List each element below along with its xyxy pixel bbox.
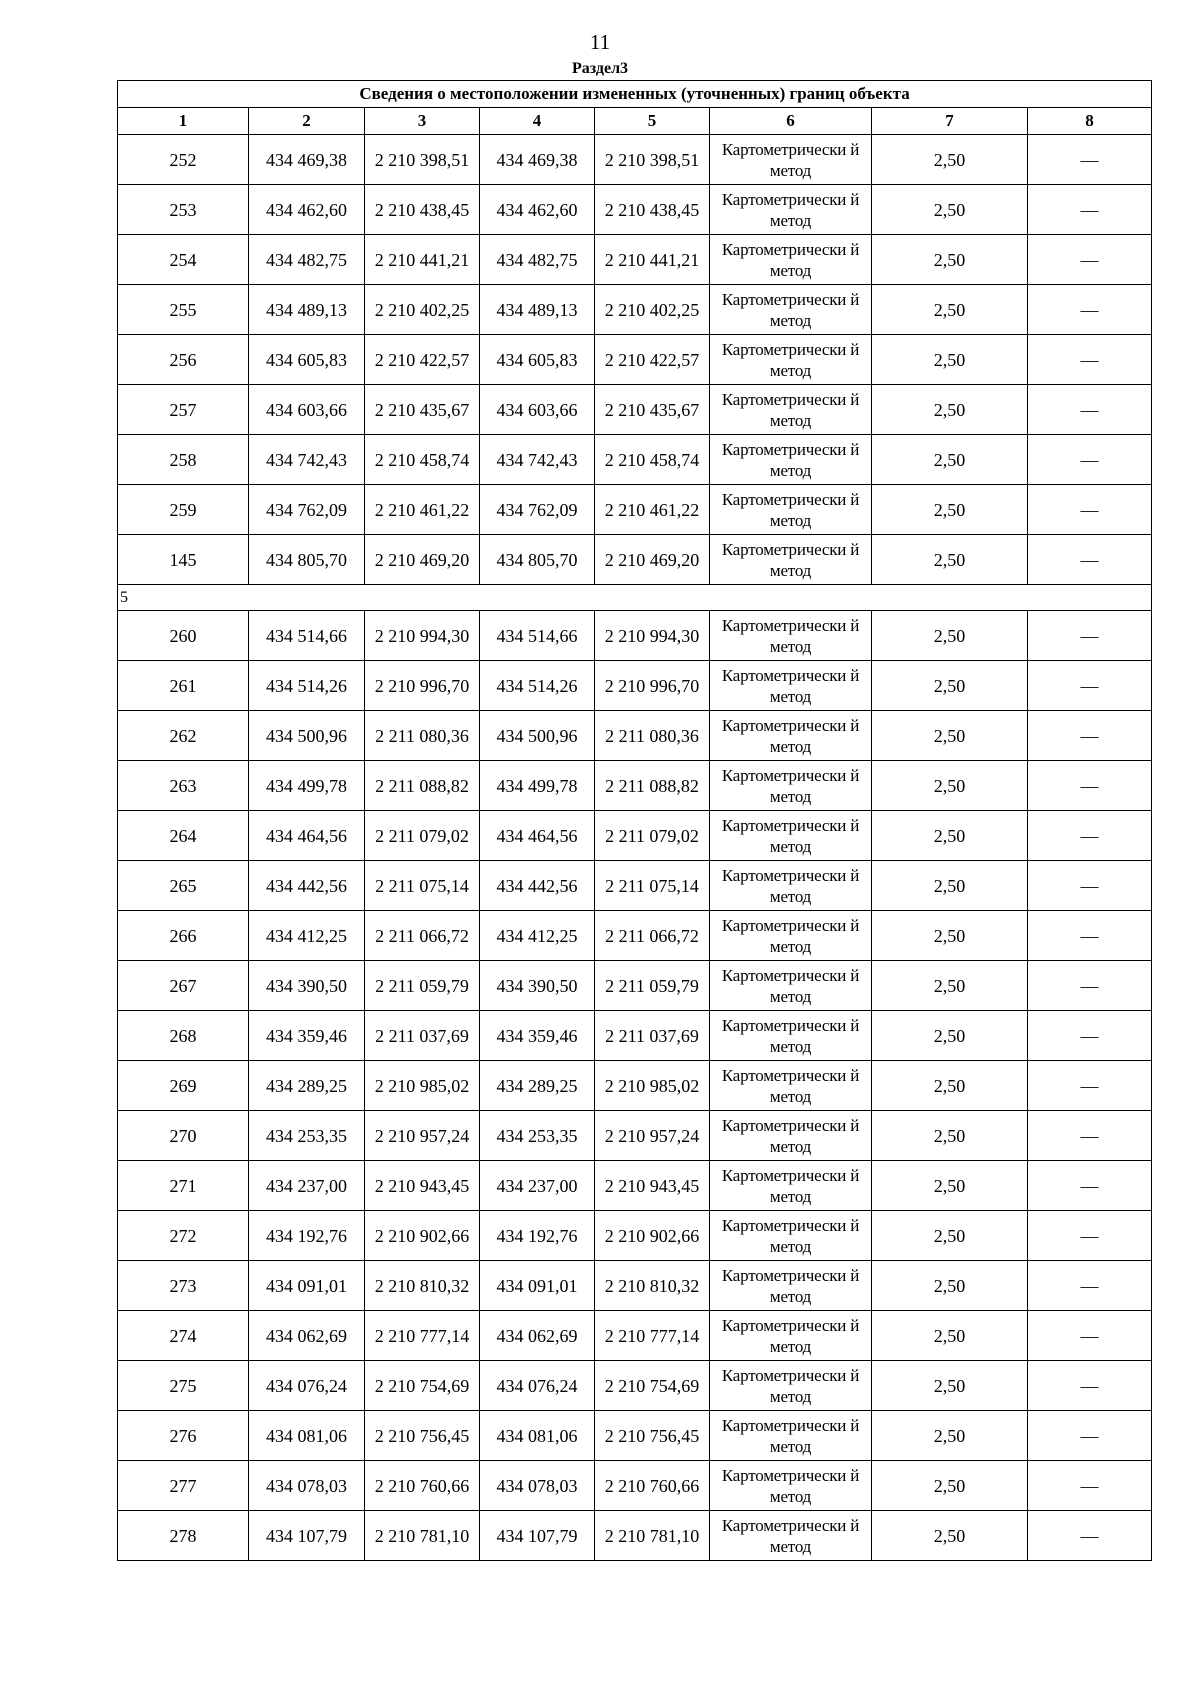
- new-y-cell: 2 210 754,69: [595, 1361, 710, 1411]
- method-cell: Картометрически й метод: [710, 185, 872, 235]
- new-y-cell: 2 210 943,45: [595, 1161, 710, 1211]
- column-number-cell: 3: [365, 108, 480, 135]
- method-cell: Картометрически й метод: [710, 1361, 872, 1411]
- existing-x-cell: 434 469,38: [249, 135, 365, 185]
- new-x-cell: 434 464,56: [480, 811, 595, 861]
- precision-cell: 2,50: [872, 1461, 1028, 1511]
- method-cell: Картометрически й метод: [710, 661, 872, 711]
- method-cell: Картометрически й метод: [710, 611, 872, 661]
- method-cell: Картометрически й метод: [710, 535, 872, 585]
- new-x-cell: 434 253,35: [480, 1111, 595, 1161]
- column-number-cell: 4: [480, 108, 595, 135]
- new-y-cell: 2 210 435,67: [595, 385, 710, 435]
- description-cell: —: [1028, 1361, 1152, 1411]
- table-row: [118, 135, 1152, 185]
- description-cell: —: [1028, 661, 1152, 711]
- existing-x-cell: 434 462,60: [249, 185, 365, 235]
- existing-y-cell: 2 211 088,82: [365, 761, 480, 811]
- precision-cell: 2,50: [872, 911, 1028, 961]
- point-number-cell: 270: [118, 1111, 249, 1161]
- point-number-cell: 267: [118, 961, 249, 1011]
- point-number-cell: 255: [118, 285, 249, 335]
- description-cell: —: [1028, 385, 1152, 435]
- new-y-cell: 2 210 781,10: [595, 1511, 710, 1561]
- method-cell: Картометрически й метод: [710, 911, 872, 961]
- new-x-cell: 434 081,06: [480, 1411, 595, 1461]
- new-x-cell: 434 469,38: [480, 135, 595, 185]
- method-cell: Картометрически й метод: [710, 1161, 872, 1211]
- table-row: [118, 535, 1152, 585]
- existing-x-cell: 434 091,01: [249, 1261, 365, 1311]
- description-cell: —: [1028, 1061, 1152, 1111]
- table-row: [118, 1411, 1152, 1461]
- new-x-cell: 434 499,78: [480, 761, 595, 811]
- precision-cell: 2,50: [872, 1011, 1028, 1061]
- method-cell: Картометрически й метод: [710, 811, 872, 861]
- table-row: [118, 861, 1152, 911]
- new-y-cell: 2 211 079,02: [595, 811, 710, 861]
- precision-cell: 2,50: [872, 661, 1028, 711]
- precision-cell: 2,50: [872, 1511, 1028, 1561]
- description-cell: —: [1028, 235, 1152, 285]
- precision-cell: 2,50: [872, 535, 1028, 585]
- method-cell: Картометрически й метод: [710, 1311, 872, 1361]
- new-x-cell: 434 442,56: [480, 861, 595, 911]
- table-row: [118, 1161, 1152, 1211]
- new-x-cell: 434 514,26: [480, 661, 595, 711]
- column-number-cell: 7: [872, 108, 1028, 135]
- method-cell: Картометрически й метод: [710, 135, 872, 185]
- existing-x-cell: 434 237,00: [249, 1161, 365, 1211]
- table-row: [118, 911, 1152, 961]
- method-cell: Картометрически й метод: [710, 485, 872, 535]
- precision-cell: 2,50: [872, 1211, 1028, 1261]
- table-row: [118, 385, 1152, 435]
- method-cell: Картометрически й метод: [710, 1211, 872, 1261]
- existing-y-cell: 2 211 079,02: [365, 811, 480, 861]
- point-number-cell: 277: [118, 1461, 249, 1511]
- new-x-cell: 434 462,60: [480, 185, 595, 235]
- new-y-cell: 2 210 996,70: [595, 661, 710, 711]
- new-x-cell: 434 062,69: [480, 1311, 595, 1361]
- existing-x-cell: 434 107,79: [249, 1511, 365, 1561]
- new-y-cell: 2 210 756,45: [595, 1411, 710, 1461]
- method-cell: Картометрически й метод: [710, 1511, 872, 1561]
- precision-cell: 2,50: [872, 385, 1028, 435]
- new-y-cell: 2 210 902,66: [595, 1211, 710, 1261]
- new-y-cell: 2 211 037,69: [595, 1011, 710, 1061]
- new-x-cell: 434 107,79: [480, 1511, 595, 1561]
- method-cell: Картометрически й метод: [710, 335, 872, 385]
- table-row: [118, 1011, 1152, 1061]
- existing-y-cell: 2 210 458,74: [365, 435, 480, 485]
- new-y-cell: 2 211 088,82: [595, 761, 710, 811]
- existing-y-cell: 2 211 075,14: [365, 861, 480, 911]
- table-row: [118, 435, 1152, 485]
- precision-cell: 2,50: [872, 185, 1028, 235]
- table-row: [118, 611, 1152, 661]
- point-number-cell: 278: [118, 1511, 249, 1561]
- table-row: [118, 1511, 1152, 1561]
- existing-x-cell: 434 805,70: [249, 535, 365, 585]
- existing-y-cell: 2 210 402,25: [365, 285, 480, 335]
- column-number-cell: 8: [1028, 108, 1152, 135]
- precision-cell: 2,50: [872, 711, 1028, 761]
- column-number-cell: 6: [710, 108, 872, 135]
- new-x-cell: 434 500,96: [480, 711, 595, 761]
- description-cell: —: [1028, 1511, 1152, 1561]
- description-cell: —: [1028, 1461, 1152, 1511]
- precision-cell: 2,50: [872, 761, 1028, 811]
- method-cell: Картометрически й метод: [710, 961, 872, 1011]
- existing-y-cell: 2 210 398,51: [365, 135, 480, 185]
- point-number-cell: 271: [118, 1161, 249, 1211]
- point-number-cell: 263: [118, 761, 249, 811]
- column-number-cell: 1: [118, 108, 249, 135]
- existing-x-cell: 434 514,66: [249, 611, 365, 661]
- table-row: [118, 1361, 1152, 1411]
- point-number-cell: 252: [118, 135, 249, 185]
- precision-cell: 2,50: [872, 1061, 1028, 1111]
- table-row: [118, 1261, 1152, 1311]
- section-title: Раздел3: [571, 60, 629, 77]
- point-number-cell: 275: [118, 1361, 249, 1411]
- existing-x-cell: 434 514,26: [249, 661, 365, 711]
- point-number-cell: 268: [118, 1011, 249, 1061]
- description-cell: —: [1028, 711, 1152, 761]
- contour-group-row: [118, 585, 1152, 611]
- existing-y-cell: 2 210 777,14: [365, 1311, 480, 1361]
- description-cell: —: [1028, 1011, 1152, 1061]
- description-cell: —: [1028, 1211, 1152, 1261]
- new-x-cell: 434 237,00: [480, 1161, 595, 1211]
- table-caption: Сведения о местоположении измененных (уточненных) границ объекта: [118, 81, 1152, 108]
- existing-x-cell: 434 081,06: [249, 1411, 365, 1461]
- existing-x-cell: 434 500,96: [249, 711, 365, 761]
- new-x-cell: 434 192,76: [480, 1211, 595, 1261]
- table-row: [118, 811, 1152, 861]
- new-y-cell: 2 210 398,51: [595, 135, 710, 185]
- existing-x-cell: 434 289,25: [249, 1061, 365, 1111]
- new-x-cell: 434 076,24: [480, 1361, 595, 1411]
- description-cell: —: [1028, 535, 1152, 585]
- new-x-cell: 434 482,75: [480, 235, 595, 285]
- precision-cell: 2,50: [872, 285, 1028, 335]
- new-y-cell: 2 210 777,14: [595, 1311, 710, 1361]
- existing-x-cell: 434 603,66: [249, 385, 365, 435]
- new-y-cell: 2 210 422,57: [595, 335, 710, 385]
- precision-cell: 2,50: [872, 961, 1028, 1011]
- existing-y-cell: 2 210 754,69: [365, 1361, 480, 1411]
- existing-y-cell: 2 210 756,45: [365, 1411, 480, 1461]
- existing-x-cell: 434 062,69: [249, 1311, 365, 1361]
- description-cell: —: [1028, 135, 1152, 185]
- new-y-cell: 2 210 458,74: [595, 435, 710, 485]
- existing-y-cell: 2 211 059,79: [365, 961, 480, 1011]
- point-number-cell: 266: [118, 911, 249, 961]
- precision-cell: 2,50: [872, 1361, 1028, 1411]
- existing-x-cell: 434 076,24: [249, 1361, 365, 1411]
- new-x-cell: 434 091,01: [480, 1261, 595, 1311]
- description-cell: —: [1028, 285, 1152, 335]
- existing-x-cell: 434 489,13: [249, 285, 365, 335]
- coordinates-table: [117, 80, 1152, 1561]
- method-cell: Картометрически й метод: [710, 285, 872, 335]
- new-x-cell: 434 078,03: [480, 1461, 595, 1511]
- existing-x-cell: 434 412,25: [249, 911, 365, 961]
- column-number-cell: 2: [249, 108, 365, 135]
- existing-y-cell: 2 210 461,22: [365, 485, 480, 535]
- description-cell: —: [1028, 761, 1152, 811]
- new-y-cell: 2 210 994,30: [595, 611, 710, 661]
- new-x-cell: 434 605,83: [480, 335, 595, 385]
- existing-x-cell: 434 390,50: [249, 961, 365, 1011]
- new-x-cell: 434 489,13: [480, 285, 595, 335]
- new-y-cell: 2 210 441,21: [595, 235, 710, 285]
- description-cell: —: [1028, 811, 1152, 861]
- existing-x-cell: 434 253,35: [249, 1111, 365, 1161]
- description-cell: —: [1028, 961, 1152, 1011]
- description-cell: —: [1028, 1261, 1152, 1311]
- point-number-cell: 276: [118, 1411, 249, 1461]
- table-row: [118, 961, 1152, 1011]
- existing-y-cell: 2 210 996,70: [365, 661, 480, 711]
- new-y-cell: 2 211 066,72: [595, 911, 710, 961]
- precision-cell: 2,50: [872, 335, 1028, 385]
- method-cell: Картометрически й метод: [710, 711, 872, 761]
- precision-cell: 2,50: [872, 235, 1028, 285]
- existing-y-cell: 2 210 469,20: [365, 535, 480, 585]
- description-cell: —: [1028, 1311, 1152, 1361]
- new-x-cell: 434 805,70: [480, 535, 595, 585]
- precision-cell: 2,50: [872, 135, 1028, 185]
- page-number: 11: [589, 30, 611, 54]
- description-cell: —: [1028, 611, 1152, 661]
- precision-cell: 2,50: [872, 1411, 1028, 1461]
- description-cell: —: [1028, 485, 1152, 535]
- new-x-cell: 434 762,09: [480, 485, 595, 535]
- new-x-cell: 434 390,50: [480, 961, 595, 1011]
- table-caption-row: [118, 81, 1152, 108]
- existing-x-cell: 434 192,76: [249, 1211, 365, 1261]
- new-x-cell: 434 412,25: [480, 911, 595, 961]
- description-cell: —: [1028, 911, 1152, 961]
- method-cell: Картометрически й метод: [710, 861, 872, 911]
- precision-cell: 2,50: [872, 435, 1028, 485]
- point-number-cell: 258: [118, 435, 249, 485]
- description-cell: —: [1028, 1111, 1152, 1161]
- existing-x-cell: 434 482,75: [249, 235, 365, 285]
- column-number-row: [118, 108, 1152, 135]
- method-cell: Картометрически й метод: [710, 1461, 872, 1511]
- existing-x-cell: 434 464,56: [249, 811, 365, 861]
- existing-y-cell: 2 210 994,30: [365, 611, 480, 661]
- new-y-cell: 2 210 957,24: [595, 1111, 710, 1161]
- contour-group-label: 5: [118, 585, 1152, 611]
- table-row: [118, 185, 1152, 235]
- new-y-cell: 2 210 760,66: [595, 1461, 710, 1511]
- point-number-cell: 253: [118, 185, 249, 235]
- existing-x-cell: 434 605,83: [249, 335, 365, 385]
- table-row: [118, 1061, 1152, 1111]
- table-row: [118, 285, 1152, 335]
- precision-cell: 2,50: [872, 1261, 1028, 1311]
- table-row: [118, 761, 1152, 811]
- point-number-cell: 274: [118, 1311, 249, 1361]
- precision-cell: 2,50: [872, 811, 1028, 861]
- precision-cell: 2,50: [872, 1111, 1028, 1161]
- new-x-cell: 434 603,66: [480, 385, 595, 435]
- table-row: [118, 1461, 1152, 1511]
- description-cell: —: [1028, 185, 1152, 235]
- existing-x-cell: 434 078,03: [249, 1461, 365, 1511]
- new-y-cell: 2 211 075,14: [595, 861, 710, 911]
- description-cell: —: [1028, 335, 1152, 385]
- existing-y-cell: 2 210 810,32: [365, 1261, 480, 1311]
- new-x-cell: 434 359,46: [480, 1011, 595, 1061]
- existing-x-cell: 434 359,46: [249, 1011, 365, 1061]
- method-cell: Картометрически й метод: [710, 1061, 872, 1111]
- existing-y-cell: 2 210 902,66: [365, 1211, 480, 1261]
- existing-x-cell: 434 742,43: [249, 435, 365, 485]
- new-x-cell: 434 289,25: [480, 1061, 595, 1111]
- new-x-cell: 434 742,43: [480, 435, 595, 485]
- existing-y-cell: 2 211 066,72: [365, 911, 480, 961]
- existing-y-cell: 2 210 441,21: [365, 235, 480, 285]
- precision-cell: 2,50: [872, 485, 1028, 535]
- existing-y-cell: 2 210 438,45: [365, 185, 480, 235]
- method-cell: Картометрически й метод: [710, 1411, 872, 1461]
- table-row: [118, 235, 1152, 285]
- precision-cell: 2,50: [872, 861, 1028, 911]
- existing-y-cell: 2 210 957,24: [365, 1111, 480, 1161]
- description-cell: —: [1028, 861, 1152, 911]
- existing-y-cell: 2 210 760,66: [365, 1461, 480, 1511]
- new-y-cell: 2 210 810,32: [595, 1261, 710, 1311]
- description-cell: —: [1028, 1161, 1152, 1211]
- table-row: [118, 1311, 1152, 1361]
- existing-x-cell: 434 762,09: [249, 485, 365, 535]
- point-number-cell: 257: [118, 385, 249, 435]
- existing-y-cell: 2 210 435,67: [365, 385, 480, 435]
- new-y-cell: 2 210 469,20: [595, 535, 710, 585]
- existing-y-cell: 2 211 080,36: [365, 711, 480, 761]
- new-y-cell: 2 210 985,02: [595, 1061, 710, 1111]
- table-row: [118, 1111, 1152, 1161]
- precision-cell: 2,50: [872, 1311, 1028, 1361]
- point-number-cell: 269: [118, 1061, 249, 1111]
- table-row: [118, 485, 1152, 535]
- method-cell: Картометрически й метод: [710, 761, 872, 811]
- new-y-cell: 2 211 059,79: [595, 961, 710, 1011]
- new-y-cell: 2 210 438,45: [595, 185, 710, 235]
- method-cell: Картометрически й метод: [710, 1261, 872, 1311]
- point-number-cell: 272: [118, 1211, 249, 1261]
- method-cell: Картометрически й метод: [710, 235, 872, 285]
- table-row: [118, 335, 1152, 385]
- table-row: [118, 1211, 1152, 1261]
- existing-y-cell: 2 210 422,57: [365, 335, 480, 385]
- point-number-cell: 262: [118, 711, 249, 761]
- point-number-cell: 259: [118, 485, 249, 535]
- table-row: [118, 661, 1152, 711]
- point-number-cell: 261: [118, 661, 249, 711]
- existing-x-cell: 434 499,78: [249, 761, 365, 811]
- table-row: [118, 711, 1152, 761]
- point-number-cell: 260: [118, 611, 249, 661]
- method-cell: Картометрически й метод: [710, 435, 872, 485]
- point-number-cell: 254: [118, 235, 249, 285]
- description-cell: —: [1028, 435, 1152, 485]
- precision-cell: 2,50: [872, 1161, 1028, 1211]
- description-cell: —: [1028, 1411, 1152, 1461]
- point-number-cell: 264: [118, 811, 249, 861]
- point-number-cell: 273: [118, 1261, 249, 1311]
- column-number-cell: 5: [595, 108, 710, 135]
- new-y-cell: 2 210 402,25: [595, 285, 710, 335]
- precision-cell: 2,50: [872, 611, 1028, 661]
- point-number-cell: 265: [118, 861, 249, 911]
- new-y-cell: 2 211 080,36: [595, 711, 710, 761]
- existing-y-cell: 2 211 037,69: [365, 1011, 480, 1061]
- existing-y-cell: 2 210 781,10: [365, 1511, 480, 1561]
- method-cell: Картометрически й метод: [710, 1011, 872, 1061]
- point-number-cell: 145: [118, 535, 249, 585]
- new-y-cell: 2 210 461,22: [595, 485, 710, 535]
- existing-y-cell: 2 210 943,45: [365, 1161, 480, 1211]
- point-number-cell: 256: [118, 335, 249, 385]
- method-cell: Картометрически й метод: [710, 1111, 872, 1161]
- existing-x-cell: 434 442,56: [249, 861, 365, 911]
- new-x-cell: 434 514,66: [480, 611, 595, 661]
- method-cell: Картометрически й метод: [710, 385, 872, 435]
- existing-y-cell: 2 210 985,02: [365, 1061, 480, 1111]
